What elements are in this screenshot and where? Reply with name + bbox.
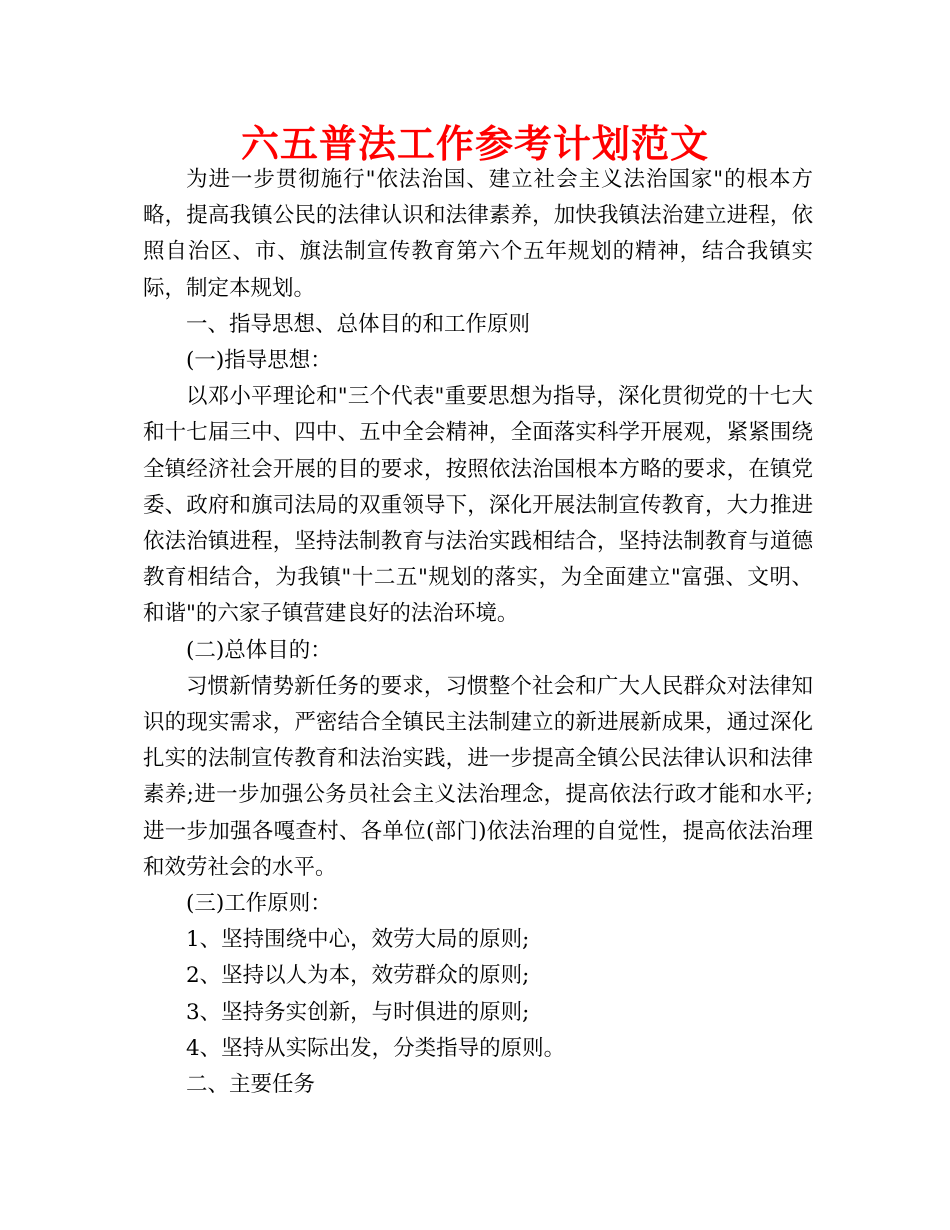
subheading-overall-goals: (二)总体目的： xyxy=(186,637,332,663)
list-item-principle-2: 2、坚持以人为本，效劳群众的原则; xyxy=(186,963,530,989)
subheading-guiding-ideology: (一)指导思想： xyxy=(186,348,332,374)
paragraph-overall-goals: 习惯新情势新任务的要求，习惯整个社会和广大人民群众对法律知识的现实需求，严密结合全镇民主法制建立的新进展新成果，通过深化扎实的法制宣传教育和法治实践，进一步提高全镇公民法律认识和法律素养;进一步加强公务员社会主义法治理念，提高依法行政才能和水平;进一步加强各嘎查村、各单位(部门)依法治理的自觉性，提高依法治理和效劳社会的水平。 xyxy=(143,673,813,880)
subheading-work-principles: (三)工作原则： xyxy=(186,891,332,917)
paragraph-intro: 为进一步贯彻施行"依法治国、建立社会主义法治国家"的根本方略，提高我镇公民的法律认识和法律素养，加快我镇法治建立进程，依照自治区、市、旗法制宣传教育第六个五年规划的精神，结合我镇实际，制定本规划。 xyxy=(143,167,813,301)
document-title: 六五普法工作参考计划范文 xyxy=(240,122,709,166)
list-item-principle-3: 3、坚持务实创新，与时俱进的原则; xyxy=(186,999,530,1025)
list-item-principle-4: 4、坚持从实际出发，分类指导的原则。 xyxy=(186,1035,566,1061)
paragraph-guiding-ideology: 以邓小平理论和"三个代表"重要思想为指导，深化贯彻党的十七大和十七届三中、四中、五中全会精神，全面落实科学开展观，紧紧围绕全镇经济社会开展的目的要求，按照依法治国根本方略的要求，在镇党委、政府和旗司法局的双重领导下，深化开展法制宣传教育，大力推进依法治镇进程，坚持法制教育与法治实践相结合，坚持法制教育与道德教育相结合，为我镇"十二五"规划的落实，为全面建立"富强、文明、和谐"的六家子镇营建良好的法治环境。 xyxy=(143,384,813,627)
section-heading-1: 一、指导思想、总体目的和工作原则 xyxy=(186,311,531,337)
list-item-principle-1: 1、坚持围绕中心，效劳大局的原则; xyxy=(186,927,530,953)
section-heading-2: 二、主要任务 xyxy=(186,1072,316,1098)
document-body xyxy=(143,162,813,1103)
